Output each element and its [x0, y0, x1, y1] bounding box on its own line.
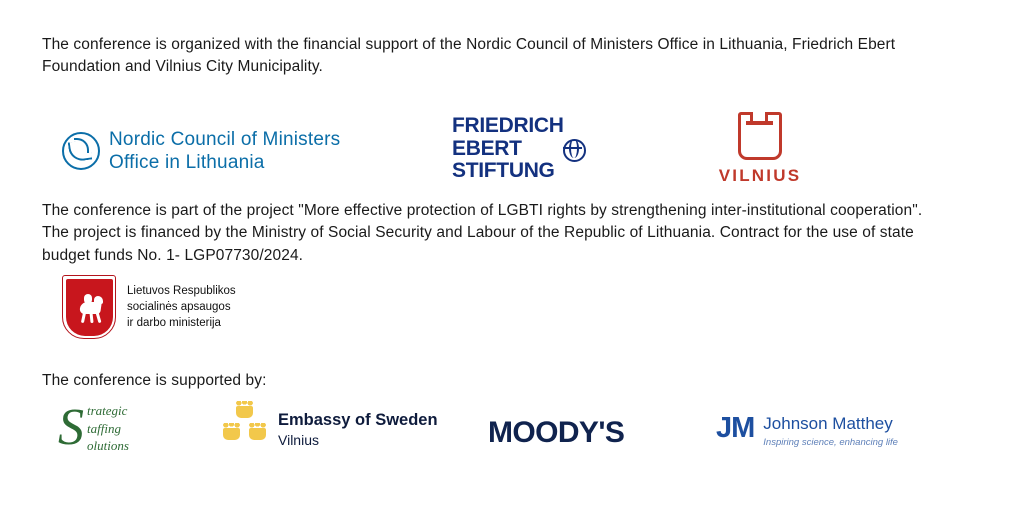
swan-icon — [62, 132, 100, 170]
crown-top — [236, 406, 253, 418]
project-paragraph: The conference is part of the project "More effective protection of LGBTI rights by strengthening inter-institutional cooperation". The project is financed by the Ministry of Social Security and Labour of the Republic of Lithuania. Contract for the use of state budget funds No. 1- LGP07730/2024. — [42, 202, 923, 264]
three-crowns-icon — [222, 406, 268, 452]
sweden-logo-text — [278, 411, 438, 448]
friedrich-ebert-stiftung-logo — [452, 115, 564, 183]
fes-logo-line1: FRIEDRICH — [452, 114, 564, 137]
vilnius-city-logo — [700, 112, 820, 186]
rider-body — [84, 294, 92, 304]
horse-leg-2 — [89, 311, 93, 322]
jm-monogram-icon: JM — [716, 412, 755, 444]
supported-by-heading: The conference is supported by: — [42, 372, 267, 389]
vytis-coat-of-arms-icon — [62, 275, 116, 339]
ministry-logo-line3: ir darbo ministerija — [127, 317, 221, 330]
sss-monogram-icon: S — [58, 399, 84, 457]
ministry-logo-line2: socialinės apsaugos — [127, 300, 231, 313]
crown-right — [249, 428, 266, 440]
jm-logo-text — [763, 414, 898, 448]
strategic-staffing-solutions-logo — [58, 399, 129, 457]
castle-shield-icon — [738, 112, 782, 160]
jm-logo-line1: Johnson Matthey — [763, 414, 893, 433]
nordic-logo-text — [109, 128, 340, 174]
knight-figure — [78, 293, 104, 323]
horse-leg-3 — [95, 311, 101, 322]
johnson-matthey-logo — [716, 414, 898, 448]
vilnius-logo-label: VILNIUS — [718, 166, 802, 185]
fes-logo-line3: STIFTUNG — [452, 159, 555, 183]
sss-logo-line1: trategic — [87, 403, 128, 418]
ministry-logo-text — [127, 283, 236, 332]
sss-logo-line2: taffing — [87, 420, 121, 436]
globe-icon — [563, 139, 586, 162]
crown-left — [223, 428, 240, 440]
embassy-of-sweden-logo — [222, 406, 438, 452]
fes-logo-line2 — [452, 138, 564, 161]
ministry-of-social-security-and-labour-logo — [62, 275, 236, 339]
ministry-logo-line1: Lietuvos Respublikos — [127, 284, 236, 297]
nordic-logo-line1: Nordic Council of Ministers — [109, 129, 341, 150]
intro-paragraph: The conference is organized with the financial support of the Nordic Council of Ministers Office in Lithuania, Friedrich Ebert Foundation and Vilnius City Municipality. — [42, 36, 896, 76]
sss-logo-text — [87, 402, 129, 455]
funder-logo-row — [0, 110, 1024, 185]
sss-logo-line3: olutions — [87, 438, 129, 454]
supporter-logo-row — [0, 398, 1024, 478]
coat-field — [66, 279, 113, 336]
fes-logo-line2-text: EBERT — [452, 136, 522, 160]
nordic-council-of-ministers-logo — [62, 128, 340, 174]
horse-head — [94, 296, 103, 304]
moodys-logo: MOODY'S — [488, 416, 625, 449]
sweden-logo-line2: Vilnius — [278, 431, 319, 448]
nordic-logo-line2: Office in Lithuania — [109, 152, 265, 174]
sweden-logo-line1: Embassy of Sweden — [278, 410, 438, 429]
jm-logo-tagline: Inspiring science, enhancing life — [763, 436, 898, 448]
